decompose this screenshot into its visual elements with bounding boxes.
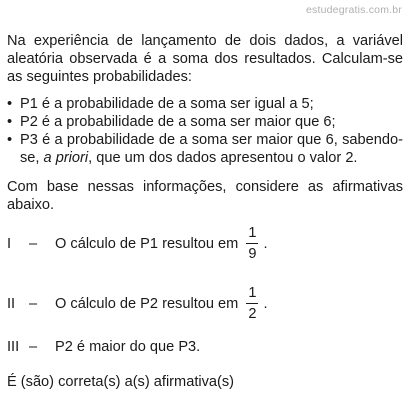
question-prompt: É (são) correta(s) a(s) afirmativa(s) bbox=[7, 374, 235, 390]
statement-3-dash: – bbox=[29, 339, 38, 355]
statement-1-numerator: 1 bbox=[248, 225, 257, 241]
statement-3-text: P2 é maior do que P3. bbox=[55, 339, 201, 355]
watermark: estudegratis.com.br bbox=[305, 4, 402, 16]
intro-paragraph: Na experiência de lançamento de dois dados, a variável aleatória observada é a soma dos resultados. Calculam-se as seguintes probabilidades: bbox=[7, 33, 403, 85]
statement-1 bbox=[7, 223, 403, 264]
statement-2-numeral: II bbox=[7, 295, 16, 312]
statement-2-text: O cálculo de P2 resultou em bbox=[55, 295, 239, 312]
bullet-p3-italic: a priori bbox=[43, 150, 89, 166]
statement-3 bbox=[7, 338, 403, 356]
probability-list bbox=[7, 95, 403, 167]
bullet-p3-text-after: , que um dos dados apresentou o valor 2. bbox=[88, 150, 358, 166]
statement-2-numerator: 1 bbox=[248, 285, 257, 301]
statement-1-period: . bbox=[263, 235, 268, 252]
base-paragraph: Com base nessas informações, considere as afirmativas abaixo. bbox=[7, 179, 403, 213]
statement-2-fraction bbox=[245, 283, 259, 324]
statement-2-period: . bbox=[263, 295, 268, 312]
statement-1-dash: – bbox=[29, 235, 38, 252]
bullet-p3 bbox=[7, 131, 403, 167]
statement-1-denominator: 9 bbox=[248, 246, 257, 262]
question-body bbox=[7, 32, 403, 391]
bullet-p3-text-before: P3 é a probabilidade de a soma ser maior que 6, sabendo-se, bbox=[20, 132, 403, 166]
statement-2-dash: – bbox=[29, 295, 38, 312]
statement-2 bbox=[7, 283, 403, 324]
statement-1-text: O cálculo de P1 resultou em bbox=[55, 235, 239, 252]
statement-1-numeral: I bbox=[7, 235, 12, 252]
statement-3-numeral: III bbox=[7, 339, 20, 355]
bullet-p1: • P1 é a probabilidade de a soma ser igual a 5; bbox=[7, 95, 403, 113]
bullet-p2: • P2 é a probabilidade de a soma ser maior que 6; bbox=[7, 113, 403, 131]
statement-2-denominator: 2 bbox=[248, 306, 257, 322]
statement-1-fraction bbox=[245, 223, 259, 264]
